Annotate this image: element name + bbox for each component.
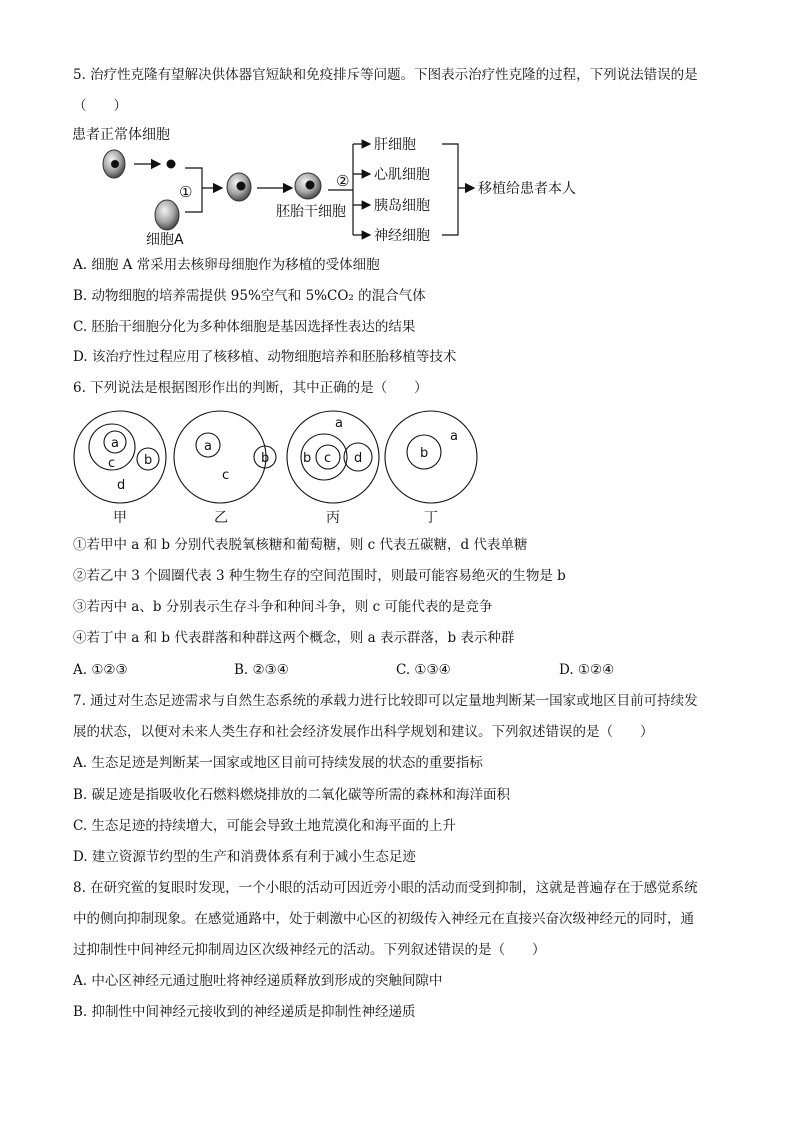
patient-cells-label: 患者正常体细胞 <box>72 127 170 143</box>
q7-option-a: A. 生态足迹是判断某一国家或地区目前可持续发展的状态的重要指标 <box>73 755 483 771</box>
target-islet-cell: 胰岛细胞 <box>374 198 430 214</box>
q8-stem-line1: 8. 在研究鲎的复眼时发现，一个小眼的活动可因近旁小眼的活动而受到抑制，这就是普遍存在于感觉系统 <box>73 880 698 896</box>
q5-option-c: C. 胚胎干细胞分化为多种体细胞是基因选择性表达的结果 <box>73 319 416 335</box>
bing-label-c: c <box>324 451 332 466</box>
jia-label-a: a <box>111 436 119 451</box>
q8-stem-line3: 过抑制性中间神经元抑制周边区次级神经元的活动。下列叙述错误的是（ ） <box>73 942 546 958</box>
cell-a-label: 细胞A <box>146 232 184 248</box>
jia-label-d: d <box>117 478 126 493</box>
q5-option-b: B. 动物细胞的培养需提供 95%空气和 5%CO₂ 的混合气体 <box>73 288 426 304</box>
q8-stem-line2: 中的侧向抑制现象。在感觉通路中，处于刺激中心区的初级传入神经元在直接兴奋次级神经元的同时，通 <box>73 911 694 927</box>
q6-statement-1: ①若甲中 a 和 b 分别代表脱氧核糖和葡萄糖，则 c 代表五碳糖，d 代表单糖 <box>73 537 528 553</box>
step-1-label: ① <box>179 183 193 201</box>
q7-option-d: D. 建立资源节约型的生产和消费体系有利于减小生态足迹 <box>73 849 416 865</box>
q6-statement-2: ②若乙中 3 个圆圈代表 3 种生物生存的空间范围时，则最可能容易绝灭的生物是 b <box>73 568 566 584</box>
q5-option-d: D. 该治疗性过程应用了核移植、动物细胞培养和胚胎移植等技术 <box>73 349 457 365</box>
bing-label-b: b <box>303 451 312 466</box>
q5-stem-line2: （ ） <box>73 98 127 114</box>
q6-option-d: D. ①②④ <box>559 662 615 678</box>
jia-label-c: c <box>108 456 116 471</box>
patient-cell <box>103 150 125 178</box>
figure-ding <box>385 411 477 526</box>
yi-label-c: c <box>222 468 230 483</box>
q5-cloning-diagram <box>70 122 630 252</box>
step-2-label: ② <box>336 172 350 190</box>
transplant-label: 移植给患者本人 <box>478 181 576 197</box>
figure-jia <box>74 411 166 526</box>
q8-option-b: B. 抑制性中间神经元接收到的神经递质是抑制性神经递质 <box>73 1004 416 1020</box>
q6-option-c: C. ①③④ <box>396 662 451 678</box>
jia-caption: 甲 <box>113 510 127 526</box>
yi-label-a: a <box>204 439 212 454</box>
reconstructed-cell <box>227 173 251 201</box>
stem-cell-label: 胚胎干细胞 <box>276 204 346 220</box>
q5-stem-line1: 5. 治疗性克隆有望解决供体器官短缺和免疫排斥等问题。下图表示治疗性克隆的过程，下列说法错误的是 <box>73 67 698 83</box>
q8-option-a: A. 中心区神经元通过胞吐将神经递质释放到形成的突触间隙中 <box>73 973 443 989</box>
ding-caption: 丁 <box>424 510 438 526</box>
q7-option-c: C. 生态足迹的持续增大，可能会导致土地荒漠化和海平面的上升 <box>73 818 456 834</box>
ding-label-a: a <box>450 429 458 444</box>
bing-caption: 丙 <box>326 510 340 526</box>
q6-statement-4: ④若丁中 a 和 b 代表群落和种群这两个概念，则 a 表示群落，b 表示种群 <box>73 630 515 646</box>
bing-label-d: d <box>354 451 363 466</box>
q6-option-a: A. ①②③ <box>73 662 128 678</box>
q6-stem: 6. 下列说法是根据图形作出的判断，其中正确的是（ ） <box>73 380 428 396</box>
target-liver-cell: 肝细胞 <box>374 137 416 153</box>
yi-label-b: b <box>261 451 270 466</box>
transplant-bracket <box>442 144 458 235</box>
q6-statement-3: ③若丙中 a、b 分别表示生存斗争和种间斗争，则 c 可能代表的是竞争 <box>73 599 493 615</box>
yi-caption: 乙 <box>214 510 228 526</box>
q7-stem-line2: 展的状态，以便对未来人类生存和社会经济发展作出科学规划和建议。下列叙述错误的是（ ） <box>73 724 654 740</box>
figure-bing <box>287 411 379 526</box>
embryonic-stem-cell <box>295 173 321 199</box>
target-cells <box>353 137 430 244</box>
q5-option-a: A. 细胞 A 常采用去核卵母细胞作为移植的受体细胞 <box>73 257 380 273</box>
ding-label-b: b <box>420 446 429 461</box>
q6-circle-figures <box>68 405 488 530</box>
q6-option-b: B. ②③④ <box>234 662 289 678</box>
q7-stem-line1: 7. 通过对生态足迹需求与自然生态系统的承载力进行比较即可以定量地判断某一国家或地区目前可持续发 <box>73 693 698 709</box>
jia-label-b: b <box>144 453 153 468</box>
donor-nucleus <box>167 160 176 169</box>
bing-label-a: a <box>335 416 343 431</box>
cell-a <box>155 200 179 230</box>
q7-option-b: B. 碳足迹是指吸收化石燃料燃烧排放的二氧化碳等所需的森林和海洋面积 <box>73 787 511 803</box>
figure-yi <box>174 411 276 526</box>
target-cardiac-cell: 心肌细胞 <box>374 167 430 183</box>
target-neuron: 神经细胞 <box>374 228 430 244</box>
